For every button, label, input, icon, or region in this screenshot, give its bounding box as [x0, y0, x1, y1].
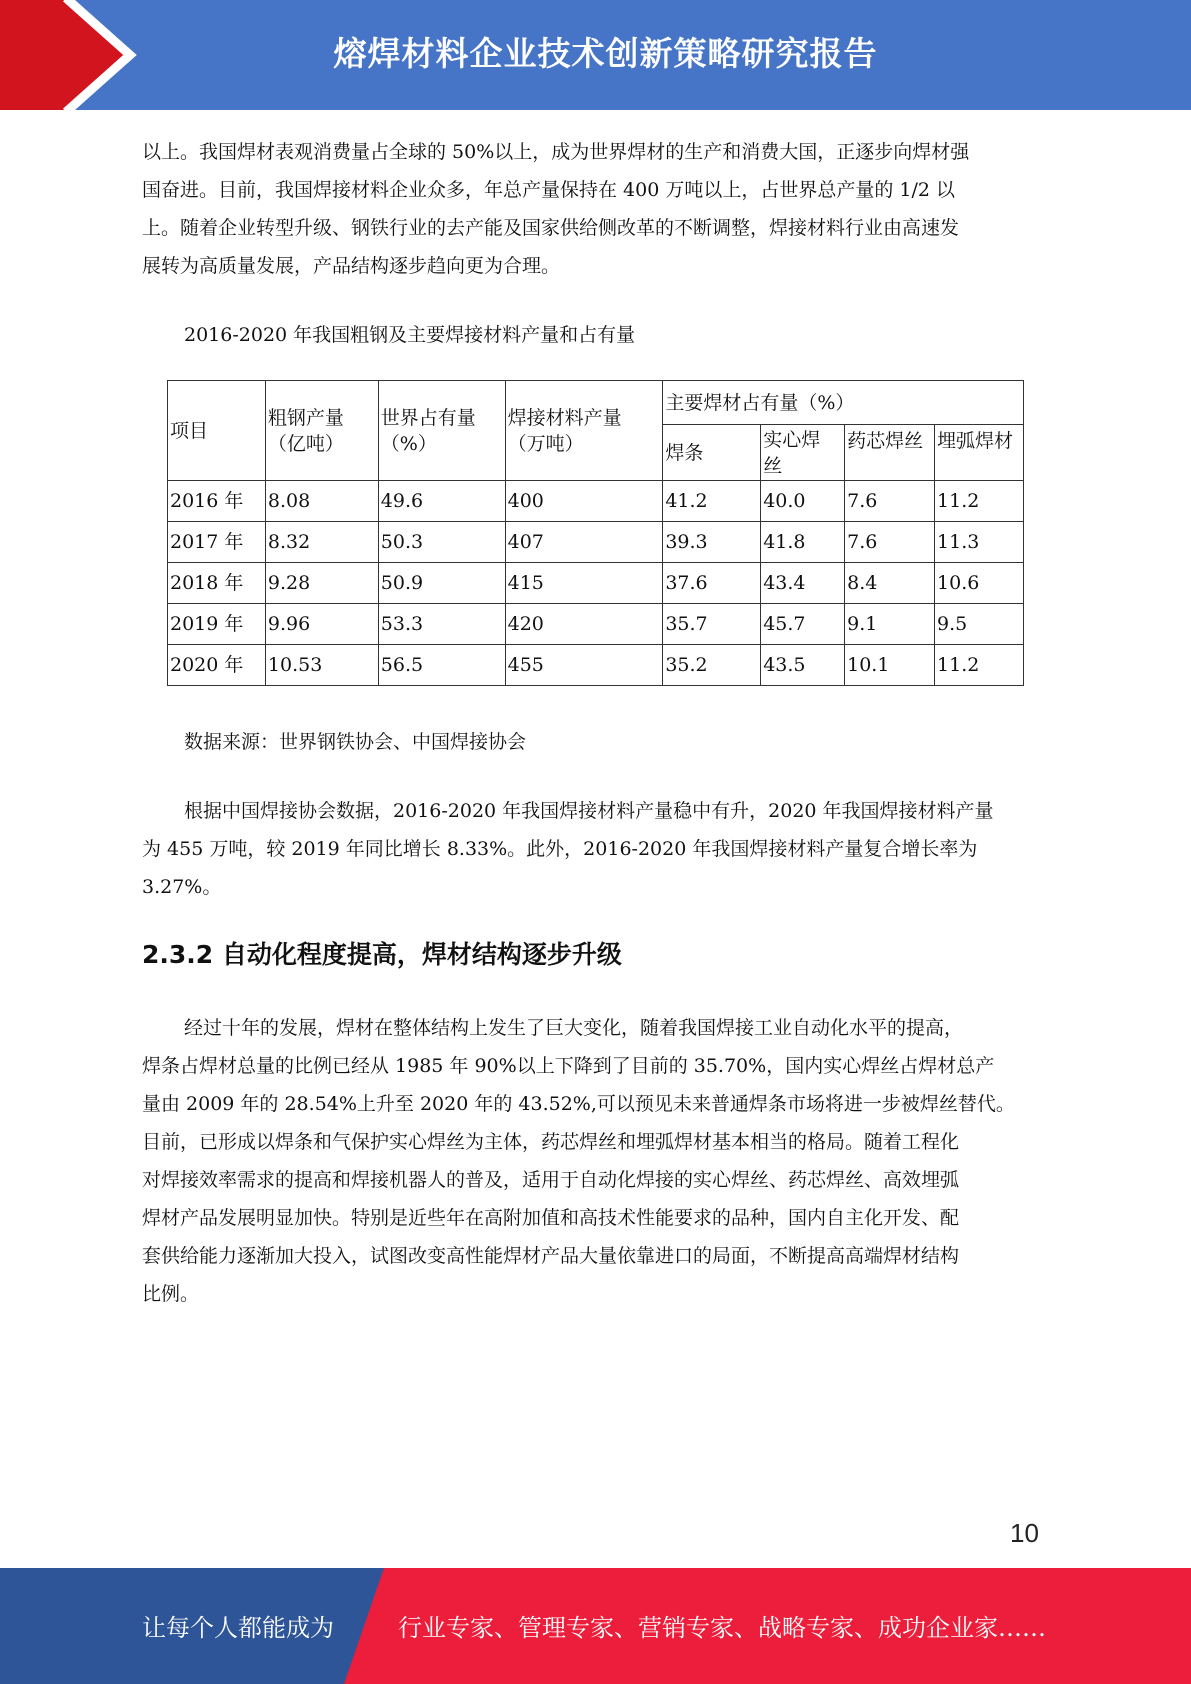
header-cell-line: 世界占有量: [380, 406, 476, 429]
text-line: 对焊接效率需求的提高和焊接机器人的普及，适用于自动化焊接的实心焊丝、药芯焊丝、高效埋弧: [142, 1169, 960, 1191]
header-electrode: 焊条: [663, 425, 761, 481]
header-item: 项目: [168, 381, 266, 481]
header-flux-cored: 药芯焊丝: [845, 425, 935, 481]
text-line: 国奋进。目前，我国焊接材料企业众多，年总产量保持在 400 万吨以上，占世界总产量的 1/2 以: [142, 179, 956, 201]
table-cell: 2016 年: [168, 481, 266, 522]
page-number: 10: [1010, 1518, 1039, 1548]
table-cell: 9.28: [265, 563, 378, 604]
header-submerged-arc: 埋弧焊材: [935, 425, 1024, 481]
table-cell: 53.3: [378, 604, 505, 645]
table-cell: 2019 年: [168, 604, 266, 645]
table-cell: 56.5: [378, 645, 505, 686]
table-cell: 2018 年: [168, 563, 266, 604]
production-table: [167, 380, 1024, 686]
table-cell: 9.96: [265, 604, 378, 645]
header-cell-line: （万吨）: [507, 432, 584, 455]
text-line: 经过十年的发展，焊材在整体结构上发生了巨大变化，随着我国焊接工业自动化水平的提高，: [184, 1017, 964, 1039]
table-cell: 43.5: [761, 645, 845, 686]
table-cell: 40.0: [761, 481, 845, 522]
text-line: 以上。我国焊材表观消费量占全球的 50%以上，成为世界焊材的生产和消费大国，正逐步向焊材强: [142, 141, 970, 163]
intro-paragraph: [142, 133, 1047, 285]
text-line: 量由 2009 年的 28.54%上升至 2020 年的 43.52%,可以预见未来普通焊条市场将进一步被焊丝替代。: [142, 1093, 1015, 1115]
section-heading: 2.3.2 自动化程度提高，焊材结构逐步升级: [142, 940, 622, 969]
footer-slogan-right: 行业专家、管理专家、营销专家、战略专家、成功企业家……: [398, 1614, 1046, 1642]
text-line: 根据中国焊接协会数据，2016-2020 年我国焊接材料产量稳中有升，2020 年我国焊接材料产量: [184, 800, 994, 822]
table-cell: 10.1: [845, 645, 935, 686]
table-row: [168, 563, 1024, 604]
header-main-share: 主要焊材占有量（%）: [663, 381, 1024, 425]
table-cell: 35.2: [663, 645, 761, 686]
table-cell: 2020 年: [168, 645, 266, 686]
table-cell: 50.3: [378, 522, 505, 563]
section-paragraph: [142, 1009, 1047, 1313]
source-note: 数据来源：世界钢铁协会、中国焊接协会: [184, 731, 527, 753]
text-line: 3.27%。: [142, 876, 222, 898]
table-cell: 2017 年: [168, 522, 266, 563]
table-cell: 49.6: [378, 481, 505, 522]
table-row: [168, 522, 1024, 563]
text-line: 比例。: [142, 1283, 200, 1305]
header-welding-output: [505, 381, 663, 481]
table-cell: 11.2: [935, 481, 1024, 522]
table-cell: 45.7: [761, 604, 845, 645]
table-cell: 41.2: [663, 481, 761, 522]
table-cell: 35.7: [663, 604, 761, 645]
table-cell: 10.53: [265, 645, 378, 686]
table-row: [168, 481, 1024, 522]
header-world-share: [378, 381, 505, 481]
text-line: 展转为高质量发展，产品结构逐步趋向更为合理。: [142, 255, 561, 277]
header-solid-wire: [761, 425, 845, 481]
table-cell: 39.3: [663, 522, 761, 563]
report-title: 熔焊材料企业技术创新策略研究报告: [333, 34, 878, 73]
growth-paragraph: [142, 792, 1047, 906]
header-cell-line: （亿吨）: [267, 432, 344, 455]
table-cell: 7.6: [845, 481, 935, 522]
table-cell: 420: [505, 604, 663, 645]
table-cell: 43.4: [761, 563, 845, 604]
table-row: [168, 604, 1024, 645]
table-cell: 9.1: [845, 604, 935, 645]
text-line: 为 455 万吨，较 2019 年同比增长 8.33%。此外，2016-2020 年我国焊接材料产量复合增长率为: [142, 838, 978, 860]
table-cell: 415: [505, 563, 663, 604]
table-caption: 2016-2020 年我国粗钢及主要焊接材料产量和占有量: [184, 324, 636, 346]
table-cell: 455: [505, 645, 663, 686]
footer-slogan-left: 让每个人都能成为: [142, 1614, 334, 1642]
text-line: 上。随着企业转型升级、钢铁行业的去产能及国家供给侧改革的不断调整，焊接材料行业由高速发: [142, 217, 960, 239]
table-cell: 400: [505, 481, 663, 522]
table-cell: 41.8: [761, 522, 845, 563]
header-steel-output: [265, 381, 378, 481]
footer-banner: [0, 1568, 1191, 1684]
table-cell: 9.5: [935, 604, 1024, 645]
table-cell: 11.3: [935, 522, 1024, 563]
text-line: 目前，已形成以焊条和气保护实心焊丝为主体，药芯焊丝和埋弧焊材基本相当的格局。随着工程化: [142, 1131, 960, 1153]
table-cell: 8.08: [265, 481, 378, 522]
header-cell-line: 粗钢产量: [267, 406, 344, 429]
header-cell-line: 焊接材料产量: [507, 406, 622, 429]
table-cell: 10.6: [935, 563, 1024, 604]
table-cell: 7.6: [845, 522, 935, 563]
table-cell: 37.6: [663, 563, 761, 604]
table-row: [168, 645, 1024, 686]
header-banner: [0, 0, 1191, 110]
header-cell-line: （%）: [380, 432, 437, 455]
table-cell: 50.9: [378, 563, 505, 604]
header-cell-line: 实心焊: [763, 428, 821, 451]
text-line: 套供给能力逐渐加大投入，试图改变高性能焊材产品大量依靠进口的局面，不断提高高端焊材结构: [142, 1245, 960, 1267]
text-line: 焊条占焊材总量的比例已经从 1985 年 90%以上下降到了目前的 35.70%，国内实心焊丝占焊材总产: [142, 1055, 995, 1077]
text-line: 焊材产品发展明显加快。特别是近些年在高附加值和高技术性能要求的品种，国内自主化开发、配: [142, 1207, 960, 1229]
table-cell: 8.32: [265, 522, 378, 563]
header-cell-line: 丝: [763, 454, 783, 477]
table-cell: 11.2: [935, 645, 1024, 686]
table-cell: 407: [505, 522, 663, 563]
table-cell: 8.4: [845, 563, 935, 604]
